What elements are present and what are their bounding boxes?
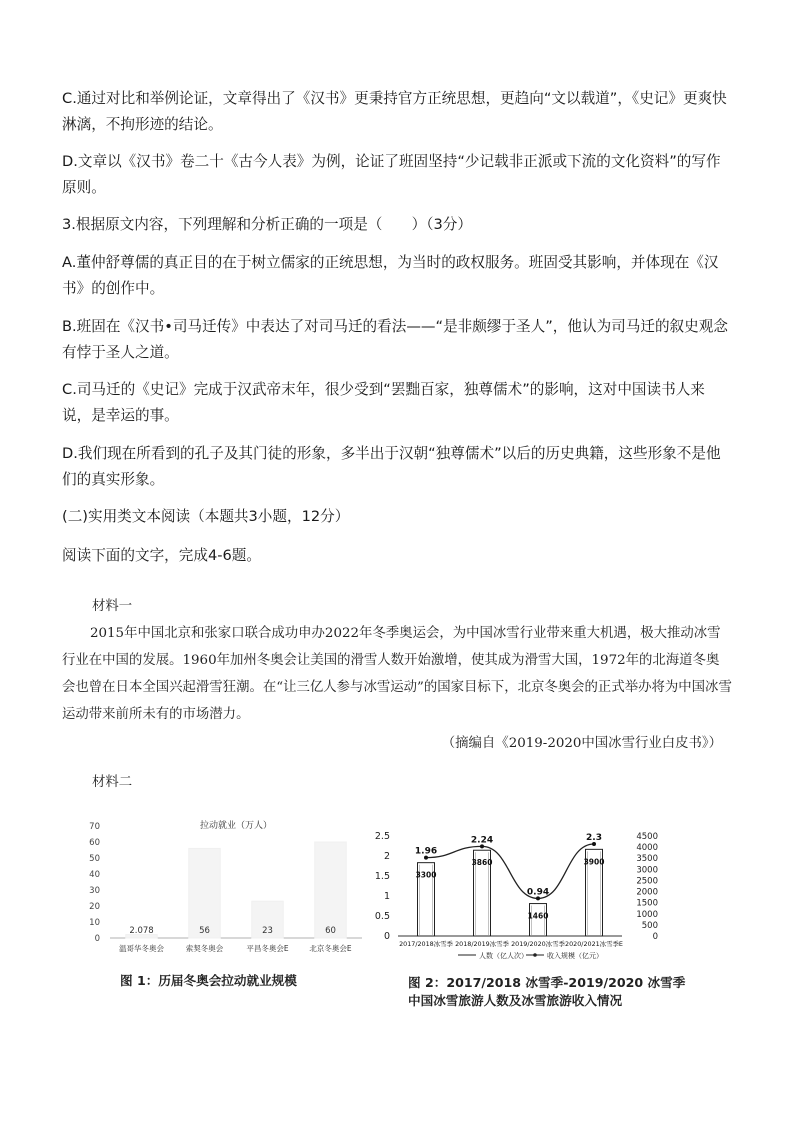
material-2-label: 材料二 xyxy=(92,775,133,790)
y-left-tick-label: 1 xyxy=(383,891,390,902)
figure-2-caption-line-2: 中国冰雪旅游人数及冰雪旅游收入情况 xyxy=(408,993,623,1008)
data-label: 2.078 xyxy=(129,926,154,936)
y-tick-label: 70 xyxy=(89,822,100,832)
chart-title: 拉动就业（万人） xyxy=(199,821,273,831)
y-right-tick-label: 1000 xyxy=(636,909,658,920)
y-right-tick-label: 0 xyxy=(652,932,658,942)
x-tick-label: 2020/2021冰雪季E xyxy=(565,940,623,948)
material-1-source: （摘编自《2019-2020中国冰雪行业白皮书》） xyxy=(441,736,722,751)
revenue-label: 3900 xyxy=(583,857,605,867)
question-2-option-d: D.文章以《汉书》卷二十《古今人表》为例，论证了班固坚持“少记载非正派或下流的文化资料”的写作原则。 xyxy=(62,153,721,196)
question-3-option-d: D.我们现在所看到的孔子及其门徒的形象，多半出于汉朝“独尊儒术”以后的历史典籍，这些形象不是他们的真实形象。 xyxy=(62,445,721,488)
x-tick-label: 北京冬奥会E xyxy=(309,944,352,953)
y-tick-label: 60 xyxy=(89,838,100,848)
x-tick-label: 平昌冬奥会E xyxy=(246,944,289,953)
data-label: 60 xyxy=(325,926,336,936)
bar xyxy=(189,848,221,938)
y-tick-label: 20 xyxy=(89,902,100,912)
revenue-label: 3860 xyxy=(471,858,493,868)
figure-2-caption-line-1: 图 2：2017/2018 冰雪季-2019/2020 冰雪季 xyxy=(408,975,686,990)
data-label: 23 xyxy=(262,926,273,936)
x-tick-label: 2018/2019冰雪季 xyxy=(455,940,509,948)
material-1-body: 2015年中国北京和张家口联合成功申办2022年冬季奥运会，为中国冰雪行业带来重大机遇，极大推动冰雪行业在中国的发展。1960年加州冬奥会让美国的滑雪人数开始激增，使其成为滑雪大国，1972年的北海道冬奥会也曾在日本全国兴起滑雪狂潮。在“让三亿人参与冰雪运动”的国家目标下，北京冬奥会的正式举办将为中国冰雪运动带来前所未有的市场潜力。 xyxy=(62,626,732,722)
y-right-tick-label: 2000 xyxy=(636,887,658,898)
figure-1-chart xyxy=(78,814,368,954)
material-1-label: 材料一 xyxy=(92,599,133,614)
x-tick-label: 2017/2018冰雪季 xyxy=(399,940,453,948)
y-right-tick-label: 4500 xyxy=(636,832,658,842)
question-2-option-c: C.通过对比和举例论证，文章得出了《汉书》更秉持官方正统思想，更趋向“文以载道”，《史记》更爽快淋漓，不拘形迹的结论。 xyxy=(62,90,727,133)
question-3-option-b: B.班固在《汉书•司马迁传》中表达了对司马迁的看法——“是非颇缪于圣人”，他认为司马迁的叙史观念有悖于圣人之道。 xyxy=(62,318,728,361)
y-left-tick-label: 1.5 xyxy=(374,871,390,882)
visitors-label: 2.24 xyxy=(470,835,494,846)
y-right-tick-label: 2500 xyxy=(636,876,658,887)
y-left-tick-label: 2.5 xyxy=(374,831,390,842)
question-3-option-c: C.司马迁的《史记》完成于汉武帝末年，很少受到“罢黜百家，独尊儒术”的影响，这对中国读书人来说，是幸运的事。 xyxy=(62,381,705,424)
x-tick-label: 2019/2020冰雪季 xyxy=(511,940,565,948)
data-label: 56 xyxy=(199,926,210,936)
question-3-option-a: A.董仲舒尊儒的真正目的在于树立儒家的正统思想，为当时的政权服务。班固受其影响，并体现在《汉书》的创作中。 xyxy=(62,254,719,297)
y-right-tick-label: 4000 xyxy=(636,843,658,854)
figure-2-chart xyxy=(366,826,666,966)
legend-label: 收入规模（亿元） xyxy=(547,952,603,960)
y-right-tick-label: 3000 xyxy=(636,865,658,876)
visitors-line xyxy=(426,844,594,898)
y-tick-label: 50 xyxy=(89,854,100,864)
question-3-stem: 3.根据原文内容，下列理解和分析正确的一项是（ ）（3分） xyxy=(62,216,472,233)
revenue-label: 1460 xyxy=(527,911,549,921)
y-tick-label: 40 xyxy=(89,870,100,880)
y-tick-label: 10 xyxy=(89,918,100,928)
y-left-tick-label: 2 xyxy=(383,851,390,862)
x-tick-label: 温哥华冬奥会 xyxy=(119,944,164,953)
visitors-label: 1.96 xyxy=(414,846,438,857)
visitors-label: 2.3 xyxy=(586,833,602,843)
reading-instruction: 阅读下面的文字，完成4-6题。 xyxy=(62,547,261,564)
legend-label: 人数（亿人次） xyxy=(479,952,528,960)
y-left-tick-label: 0 xyxy=(383,931,390,942)
x-tick-label: 索契冬奥会 xyxy=(185,944,224,953)
figure-1-caption: 图 1：历届冬奥会拉动就业规模 xyxy=(120,973,297,988)
y-right-tick-label: 1500 xyxy=(636,898,658,909)
y-right-tick-label: 500 xyxy=(641,920,658,931)
bar xyxy=(315,842,347,938)
visitors-label: 0.94 xyxy=(526,887,550,898)
section-heading: (二)实用类文本阅读（本题共3小题，12分） xyxy=(62,508,350,525)
revenue-label: 3300 xyxy=(415,870,437,880)
y-left-tick-label: 0.5 xyxy=(374,911,390,922)
y-tick-label: 30 xyxy=(89,886,100,896)
y-tick-label: 0 xyxy=(94,934,100,944)
legend-point-marker xyxy=(533,953,537,957)
y-right-tick-label: 3500 xyxy=(636,854,658,865)
